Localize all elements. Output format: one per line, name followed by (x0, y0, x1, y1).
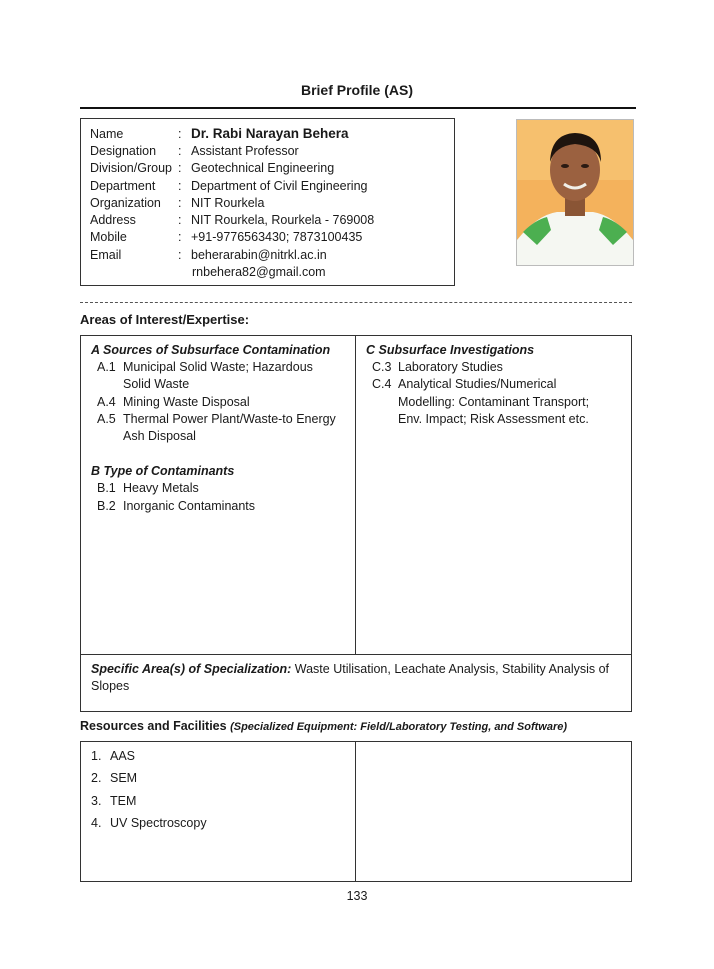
section-a-title: A Sources of Subsurface Contamination (91, 343, 331, 357)
item-number: 1. (91, 749, 102, 763)
dashed-separator (80, 302, 632, 303)
section-b-title: B Type of Contaminants (91, 464, 235, 478)
profile-row-designation (90, 143, 299, 160)
item-text: SEM (110, 771, 138, 785)
item-text: Municipal Solid Waste; Hazardous (123, 360, 313, 374)
item-code: A.1 (97, 360, 116, 374)
title-rule (80, 107, 636, 109)
profile-colon: : (178, 161, 182, 175)
profile-row-department (90, 178, 367, 195)
resources-heading-sub: (Specialized Equipment: Field/Laboratory Testing, and Software) (230, 721, 568, 733)
profile-row-email (90, 247, 327, 264)
item-text-continued: Modelling: Contaminant Transport; (398, 395, 590, 409)
resources-heading (80, 719, 567, 733)
list-item (97, 480, 199, 497)
profile-colon: : (178, 230, 182, 244)
item-code: A.5 (97, 412, 116, 426)
profile-row-email-2 (192, 264, 326, 281)
column-divider (355, 336, 356, 654)
list-item (91, 816, 207, 830)
profile-label: Organization (90, 196, 161, 210)
list-item (97, 498, 255, 515)
profile-value: Department of Civil Engineering (191, 179, 368, 193)
item-code: B.1 (97, 481, 116, 495)
profile-colon: : (178, 127, 182, 141)
list-item (91, 771, 137, 785)
item-text: Laboratory Studies (398, 360, 503, 374)
profile-label: Name (90, 127, 124, 141)
list-item (91, 794, 136, 808)
item-text: UV Spectroscopy (110, 816, 207, 830)
profile-colon: : (178, 196, 182, 210)
item-text: Thermal Power Plant/Waste-to Energy (123, 412, 336, 426)
list-item (97, 359, 313, 376)
item-number: 2. (91, 771, 102, 785)
item-text-continued: Env. Impact; Risk Assessment etc. (398, 412, 589, 426)
profile-value: NIT Rourkela (191, 196, 265, 210)
row-divider (81, 654, 631, 655)
profile-photo (516, 119, 634, 266)
item-number: 4. (91, 816, 102, 830)
list-item (91, 749, 135, 763)
areas-heading: Areas of Interest/Expertise: (80, 312, 250, 327)
profile-row-mobile (90, 229, 362, 246)
list-item (97, 411, 336, 428)
portrait-image (517, 120, 633, 265)
areas-table (80, 335, 632, 712)
profile-label: Address (90, 213, 136, 227)
item-code: C.4 (372, 377, 392, 391)
item-code: A.4 (97, 395, 116, 409)
specialization-text: Waste Utilisation, Leachate Analysis, Stability Analysis of Slopes (91, 662, 610, 693)
profile-label: Mobile (90, 230, 127, 244)
profile-label: Department (90, 179, 156, 193)
profile-label: Email (90, 248, 122, 262)
profile-label: Division/Group (90, 161, 172, 175)
item-text: TEM (110, 794, 137, 808)
page-title: Brief Profile (AS) (300, 82, 413, 98)
profile-value: NIT Rourkela, Rourkela - 769008 (191, 213, 375, 227)
column-divider (355, 742, 356, 881)
profile-colon: : (178, 144, 182, 158)
list-item (97, 394, 250, 411)
item-text: Mining Waste Disposal (123, 395, 250, 409)
resources-table (80, 741, 632, 882)
profile-colon: : (178, 179, 182, 193)
list-item (372, 376, 556, 393)
profile-label: Designation (90, 144, 157, 158)
item-text: Analytical Studies/Numerical (398, 377, 557, 391)
email-link[interactable]: beherarabin@nitrkl.ac.in (191, 248, 327, 262)
profile-row-organization (90, 195, 264, 212)
item-text-continued: Ash Disposal (123, 429, 196, 443)
profile-colon: : (178, 213, 182, 227)
section-c-title: C Subsurface Investigations (366, 343, 535, 357)
page-number: 133 (346, 889, 368, 903)
specialization (91, 661, 623, 695)
email-link-secondary[interactable]: rnbehera82@gmail.com (192, 265, 326, 279)
specialization-label: Specific Area(s) of Specialization: (91, 662, 292, 676)
profile-row-address (90, 212, 374, 229)
item-code: C.3 (372, 360, 392, 374)
profile-row-division (90, 160, 334, 177)
profile-value: Assistant Professor (191, 144, 299, 158)
list-item (372, 359, 503, 376)
profile-colon: : (178, 248, 182, 262)
profile-name: Dr. Rabi Narayan Behera (191, 126, 349, 141)
item-text-continued: Solid Waste (123, 377, 190, 391)
profile-row-name (90, 125, 349, 142)
profile-box (80, 118, 455, 286)
profile-value: Geotechnical Engineering (191, 161, 335, 175)
resources-heading-main: Resources and Facilities (80, 719, 227, 733)
item-text: Heavy Metals (123, 481, 199, 495)
item-number: 3. (91, 794, 102, 808)
profile-value: +91-9776563430; 7873100435 (191, 230, 363, 244)
item-text: AAS (110, 749, 136, 763)
item-text: Inorganic Contaminants (123, 499, 256, 513)
item-code: B.2 (97, 499, 116, 513)
